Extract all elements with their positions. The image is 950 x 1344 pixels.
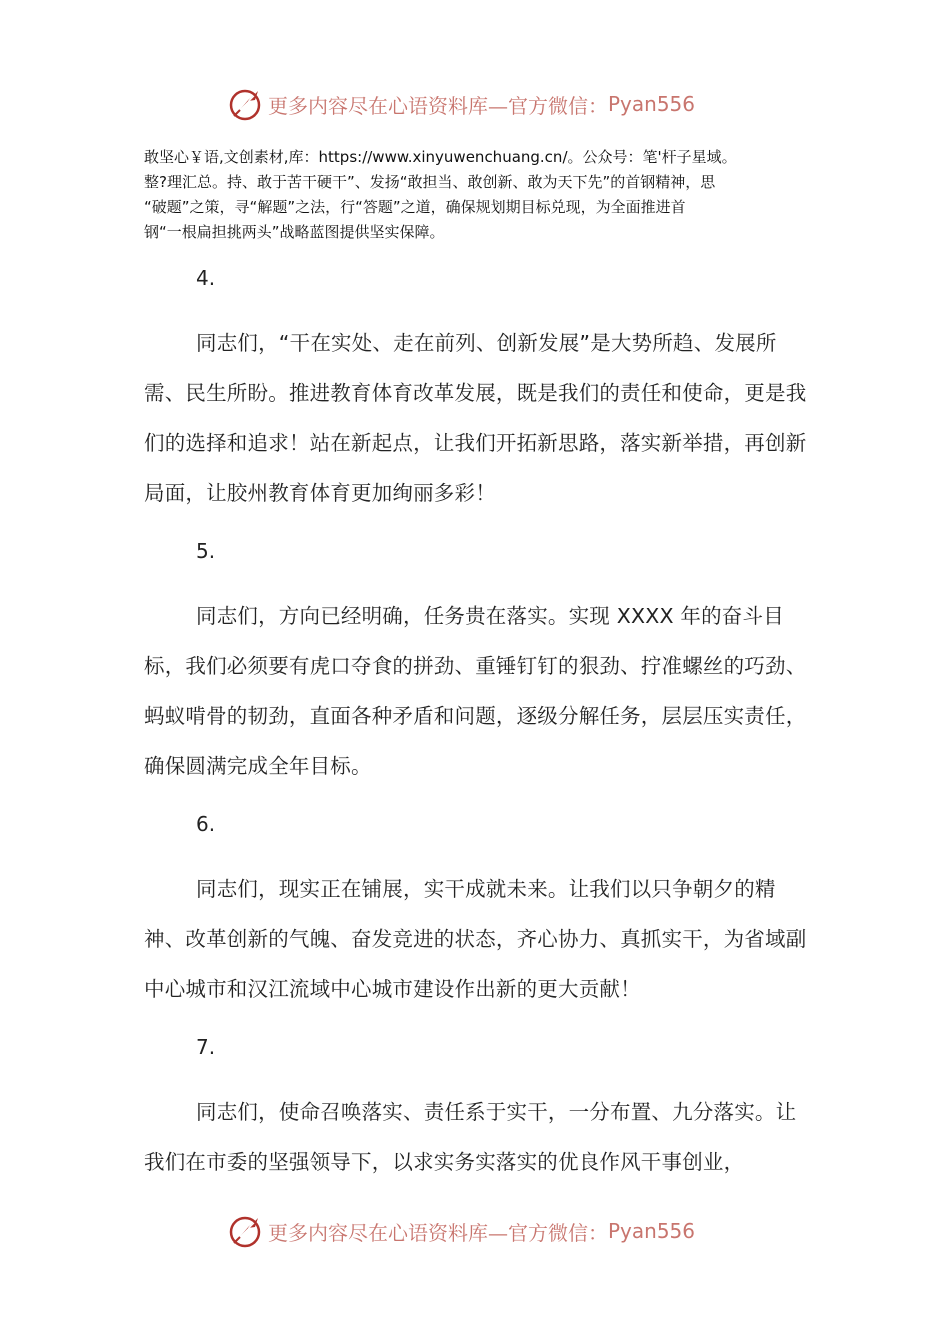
quill-logo-icon [228,86,264,122]
quill-logo-icon [228,1213,264,1249]
section-paragraph: 同志们，“干在实处、走在前列、创新发展”是大势所趋、发展所需、民生所盼。推进教育体育改革发展，既是我们的责任和使命，更是我们的选择和追求！站在新起点，让我们开拓新思路，落实新举措，再创新局面，让胶州教育体育更加绚丽多彩！ [144,331,807,505]
header-banner-text: 更多内容尽在心语资料库—官方微信： [268,93,608,118]
intro-paragraph [144,145,824,245]
section-number: 4. [196,266,216,290]
section-number: 5. [196,539,216,563]
header-banner-wechat: Pyan556 [608,92,696,116]
section-number: 7. [196,1035,216,1059]
intro-line: 敢坚心￥语,文创素材,库：https://www.xinyuwenchuang.cn/。公众号：笔'杆子星域。 [144,148,737,166]
footer-banner-text: 更多内容尽在心语资料库—官方微信： [268,1220,608,1245]
footer-banner [228,1211,788,1251]
intro-line: 整?理汇总。持、敢于苦干硬干”、发扬“敢担当、敢创新、敢为天下先”的首钢精神，思 [144,173,716,191]
footer-banner-wechat: Pyan556 [608,1219,696,1243]
section-number: 6. [196,812,216,836]
section-paragraph: 同志们，方向已经明确，任务贵在落实。实现 XXXX 年的奋斗目标，我们必须要有虎口夺食的拼劲、重锤钉钉的狠劲、拧准螺丝的巧劲、蚂蚁啃骨的韧劲，直面各种矛盾和问题，逐级分解任务，层层压实责任，确保圆满完成全年目标。 [144,604,807,778]
section-paragraph: 同志们，使命召唤落实、责任系于实干，一分布置、九分落实。让我们在市委的坚强领导下，以求实务实落实的优良作风干事创业， [144,1100,797,1174]
section-paragraph: 同志们，现实正在铺展，实干成就未来。让我们以只争朝夕的精神、改革创新的气魄、奋发竞进的状态，齐心协力、真抓实干，为省域副中心城市和汉江流域中心城市建设作出新的更大贡献！ [144,877,807,1001]
intro-line: 钢“一根扁担挑两头”战略蓝图提供坚实保障。 [144,223,445,241]
intro-line: “破题”之策，寻“解题”之法，行“答题”之道，确保规划期目标兑现，为全面推进首 [144,198,686,216]
header-banner [228,84,788,124]
